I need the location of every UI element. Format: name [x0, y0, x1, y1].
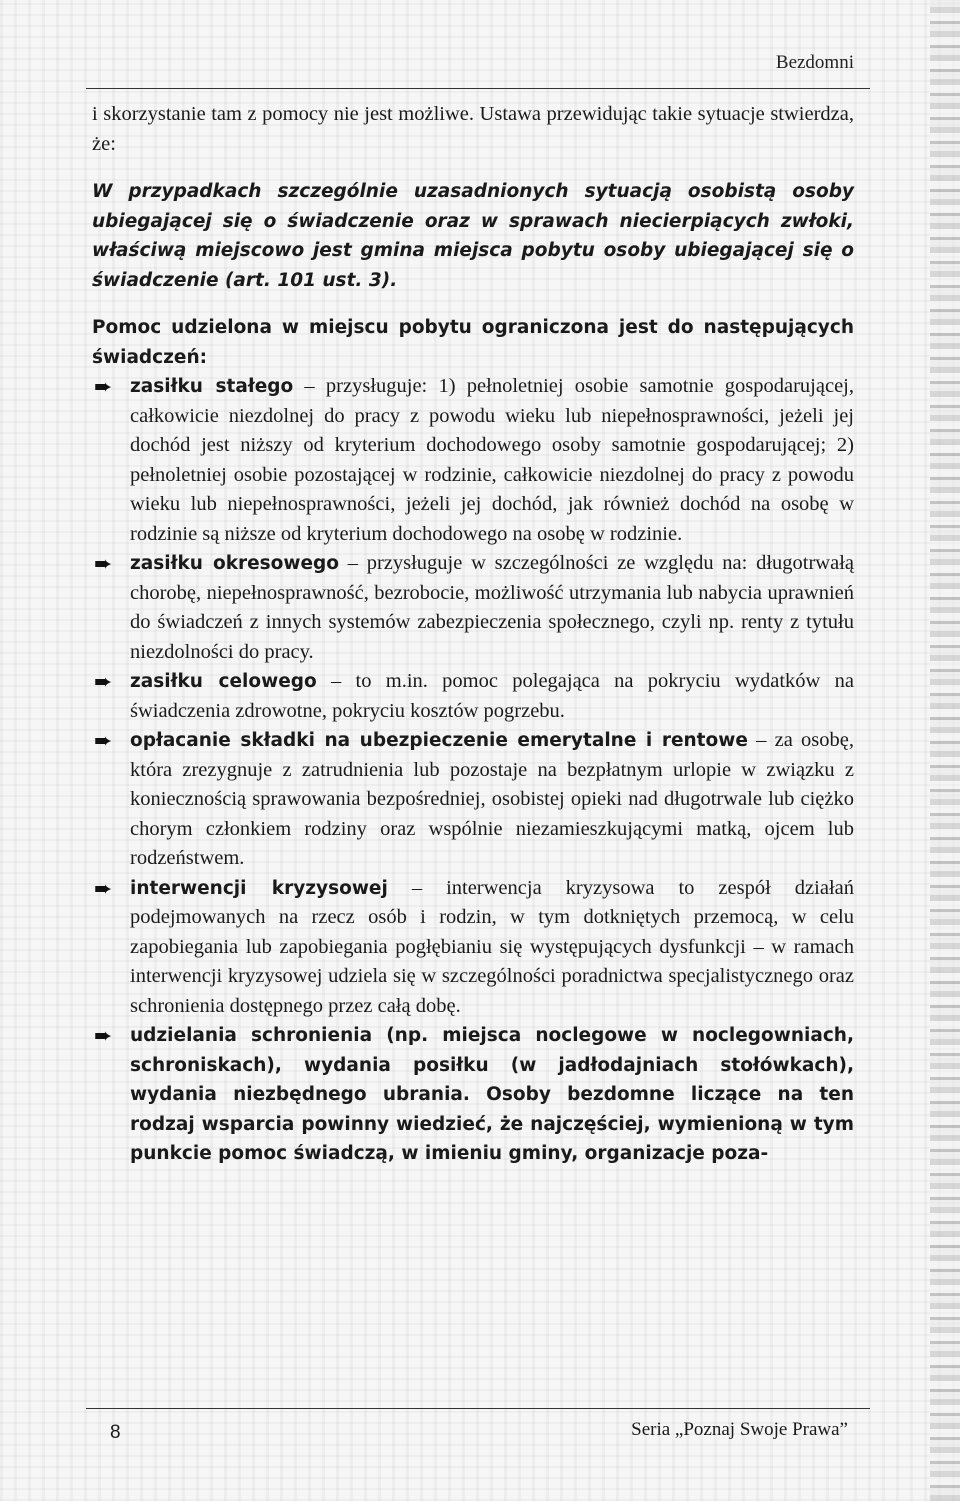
benefit-description: – przysługuje: 1) pełnoletniej osobie samotnie gospodarującej, całkowicie niezdolnej do pracy z powodu wieku lub niepełnosprawności, jeżeli jej dochód jest niższy od kryterium dochodowego osoby samotnie gospodarującej; 2) pełnoletniej osobie pozostającej w rodzinie, całkowicie niezdolnej do pracy z powodu wieku lub niepełnosprawności, jeżeli jej dochód, jak również dochód na osobę w rodzinie są niższe od kryterium dochodowego na osobę w rodzinie. [130, 375, 854, 545]
header-rule [86, 88, 870, 89]
series-title: Seria „Poznaj Swoje Prawa” [631, 1419, 848, 1440]
legal-quote: W przypadkach szczególnie uzasadnionych sytuacją osobistą osoby ubiegającej się o świadczenie oraz w sprawach niecierpiących zwłoki, właściwą miejscowo jest gmina miejsca pobytu osoby ubiegającej się o świadczenie (art. 101 ust. 3). [92, 181, 854, 291]
benefit-description: – interwencja kryzysowa to zespół działań podejmowanych na rzecz osób i rodzin, w tym dotkniętych przemocą, w celu zapobiegania lub zapobiegania pogłębianiu się występujących dysfunkcji – w ramach interwencji kryzysowej udziela się w szczególności poradnictwa specjalistycznego oraz schronienia dostępnego przez całą dobę. [130, 876, 854, 1017]
benefit-term: udzielania schronienia (np. miejsca noclegowe w noclegowniach, schroniskach), wydania posiłku (w jadłodajniach stołówkach), wydania niezbędnego ubrania. Osoby bezdomne liczące na ten rodzaj wsparcia powinny wiedzieć, że najczęściej, wymienioną w tym punkcie pomoc świadczą, w imieniu gminy, organizacje poza- [130, 1025, 854, 1164]
benefit-term: interwencji kryzysowej [130, 877, 388, 899]
decorative-edge-strip [930, 0, 960, 1501]
right-arrow-icon: ➨ [94, 670, 113, 695]
list-item [92, 667, 854, 726]
benefit-term: zasiłku celowego [130, 671, 317, 692]
benefit-term: zasiłku stałego [130, 376, 294, 397]
benefits-intro: Pomoc udzielona w miejscu pobytu ograniczona jest do następujących świadczeń: [92, 317, 854, 368]
page-body [92, 100, 854, 1169]
list-item [92, 874, 854, 1022]
right-arrow-icon: ➨ [94, 876, 113, 902]
benefit-description: – przysługuje w szczególności ze względu na: długotrwałą chorobę, niepełnosprawność, bezrobocie, możliwość utrzymania lub nabycia uprawnień do świadczeń z innych systemów zabezpieczenia społecznego, czyli np. renty z tytułu niezdolności do pracy. [130, 552, 854, 663]
list-item [92, 372, 854, 549]
benefit-term: zasiłku okresowego [130, 553, 339, 574]
footer-rule [86, 1408, 870, 1409]
benefits-list [92, 372, 854, 1169]
running-header: Bezdomni [775, 52, 854, 73]
list-item [92, 726, 854, 874]
right-arrow-icon: ➨ [94, 729, 113, 754]
paragraph: i skorzystanie tam z pomocy nie jest możliwe. Ustawa przewidując takie sytuacje stwierdza, że: [92, 103, 854, 155]
right-arrow-icon: ➨ [94, 552, 113, 577]
list-item [92, 1021, 854, 1169]
benefit-description: – za osobę, która zrezygnuje z zatrudnienia lub pozostaje na bezpłatnym urlopie w związku z koniecznością sprawowania bezpośredniej, osobistej opieki nad długotrwale lub ciężko chorym członkiem rodziny oraz wspólnie niezamieszkującymi matką, ojcem lub rodzeństwem. [130, 729, 854, 869]
right-arrow-icon: ➨ [94, 375, 113, 400]
right-arrow-icon: ➨ [94, 1024, 113, 1049]
benefit-term: opłacanie składki na ubezpieczenie emerytalne i rentowe [130, 730, 748, 751]
list-item [92, 549, 854, 667]
page-number: 8 [110, 1422, 121, 1443]
benefit-description: – to m.in. pomoc polegająca na pokryciu wydatków na świadczenia zdrowotne, pokryciu kosztów pogrzebu. [130, 670, 854, 722]
